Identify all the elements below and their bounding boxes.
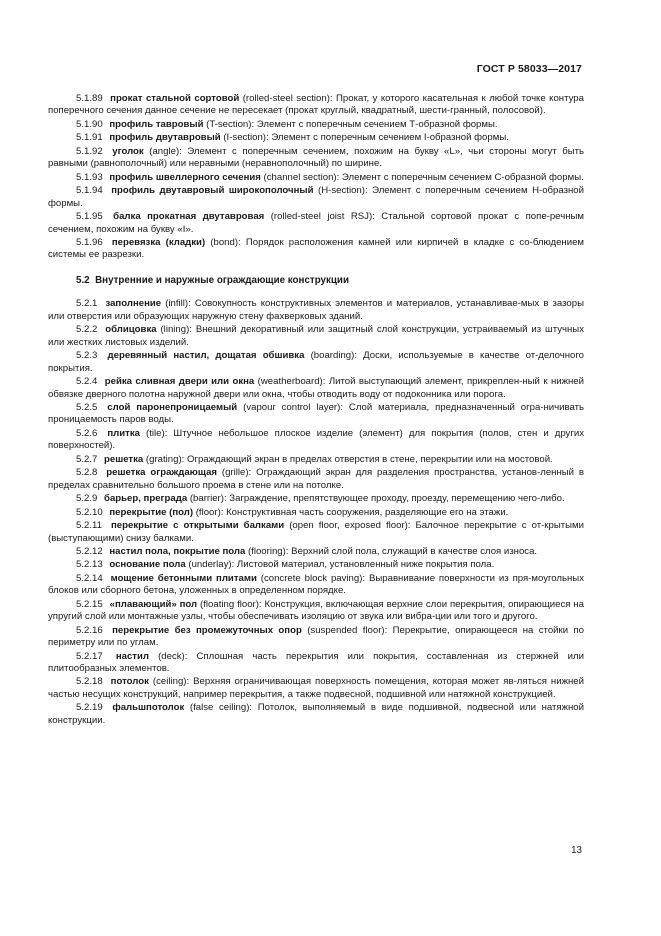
- term-number: 5.1.93: [76, 171, 103, 183]
- term-number: 5.2.6: [76, 427, 98, 439]
- term-definition: (vapour control layer): Слой материала, предназначенный огра-ничивать проницаемость паров воды.: [48, 401, 584, 426]
- term-definition: (rolled-steel section): Прокат, у которого касательная к любой точке контура поперечного сечения данное сечение не пересекает (прокат круглый, квадратный, шести-гранный, полосовой).: [48, 93, 584, 117]
- term-number: 5.2.2: [76, 324, 98, 336]
- term-entry: [48, 211, 584, 236]
- term-entry: [48, 376, 584, 401]
- term-paragraph: [48, 625, 584, 650]
- term-number: 5.2.16: [76, 624, 103, 636]
- term-name: прокат стальной сортовой: [110, 93, 240, 104]
- term-name: перекрытие (пол): [109, 506, 194, 518]
- term-entry: [48, 625, 584, 650]
- term-entry: [48, 172, 584, 184]
- term-definition: (concrete block paving): Выравнивание поверхности из пря-моугольных блоков или сборного бетона, уложенных в определенном порядке.: [48, 572, 584, 597]
- term-number: 5.2.5: [76, 401, 98, 413]
- term-number: 5.2.4: [76, 376, 98, 388]
- term-definition: (bond): Порядок расположения камней или кирпичей в кладке с со-блюдением системы ее разрезки.: [48, 236, 585, 261]
- section-title: Внутренние и наружные ограждающие конструкции: [95, 274, 349, 286]
- term-name: основание пола: [109, 559, 186, 571]
- term-name: «плавающий» пол: [109, 598, 198, 610]
- term-number: 5.2.11: [76, 520, 102, 532]
- term-number: 5.2.3: [76, 350, 98, 362]
- term-entry: [48, 702, 584, 727]
- term-number: 5.1.94: [76, 185, 103, 197]
- term-paragraph: [48, 237, 584, 262]
- term-entry: [48, 546, 584, 558]
- term-number: 5.1.91: [76, 132, 103, 144]
- term-definition: (grille): Ограждающий экран для разделения пространства, установ-ленный в пределах сравнительно большого проема в стене или на потолке.: [48, 467, 584, 491]
- term-number: 5.2.13: [76, 559, 103, 571]
- term-entry: [48, 428, 584, 453]
- standard-designation: ГОСТ Р 58033—2017: [476, 63, 582, 75]
- term-entry: [48, 350, 584, 375]
- term-entry: [48, 520, 584, 545]
- term-definition: (I-section): Элемент с поперечным сечением I-образной формы.: [220, 132, 509, 144]
- term-entry: [48, 402, 584, 427]
- term-name: перекрытие с открытыми балками: [111, 520, 285, 532]
- term-name: настил: [115, 650, 149, 662]
- term-entry: [48, 676, 584, 701]
- term-definition: (tile): Штучное небольшое плоское изделие (элемент) для покрытия (полов, стен и других поверхностей).: [48, 427, 584, 452]
- term-paragraph: [48, 702, 584, 727]
- term-paragraph: [48, 651, 584, 676]
- term-entry: [48, 454, 584, 466]
- term-entry: [48, 132, 584, 144]
- term-number: 5.2.18: [76, 676, 103, 688]
- term-number: 5.2.14: [76, 572, 103, 584]
- term-entry: [48, 651, 584, 676]
- term-entry: [48, 493, 584, 505]
- term-name: решетка: [104, 453, 144, 465]
- term-name: заполнение: [105, 298, 162, 310]
- terms-list-5-1: [48, 93, 584, 262]
- term-name: настил пола, покрытие пола: [109, 545, 246, 557]
- term-definition: (angle): Элемент с поперечным сечением, похожим на букву «L», чьи стороны могут быть равными (равнополочный) или неравными (неравнополочный) по ширине.: [48, 145, 584, 170]
- term-definition: (barrier): Заграждение, препятствующее проходу, проезду, перемещению чего-либо.: [187, 493, 565, 505]
- page-number: 13: [571, 845, 582, 856]
- term-definition: (flooring): Верхний слой пола, служащий в качестве слоя износа.: [245, 545, 538, 557]
- term-entry: [48, 324, 584, 349]
- term-number: 5.2.15: [76, 598, 103, 610]
- term-entry: [48, 119, 584, 131]
- term-definition: (weatherboard): Литой выступающий элемент, прикреплен-ный к нижней обвязке дверного полотна наружной двери или окна, чтобы отводить воду от подоконника или порога.: [48, 376, 585, 400]
- term-definition: (T-section): Элемент с поперечным сечением Т-образной формы.: [203, 118, 498, 130]
- term-name: барьер, преграда: [104, 493, 188, 505]
- term-paragraph: [48, 119, 584, 131]
- term-paragraph: [48, 454, 584, 466]
- term-number: 5.2.10: [76, 506, 103, 518]
- term-paragraph: [48, 185, 584, 210]
- term-paragraph: [48, 507, 584, 519]
- term-name: перевязка (кладки): [111, 236, 206, 248]
- terms-list-5-2: [48, 298, 584, 727]
- document-body: [48, 93, 584, 728]
- term-paragraph: [48, 493, 584, 505]
- term-entry: [48, 93, 584, 118]
- term-paragraph: [48, 402, 584, 427]
- term-name: перекрытие без промежуточных опор: [112, 624, 302, 636]
- term-name: фальшпотолок: [112, 702, 185, 714]
- term-definition: (rolled-steel joist RSJ): Стальной сортовой прокат с попе-речным сечением, похожим на букву «I».: [48, 211, 584, 235]
- term-number: 5.2.19: [76, 702, 103, 714]
- term-definition: (ceiling): Верхняя ограничивающая поверхность помещения, которая может яв-ляться нижней частью несущих конструкций, например перекрытия, а также подвесной, подшивной или натяжной конструкцией.: [48, 676, 584, 700]
- term-definition: (infill): Совокупность конструктивных элементов и материалов, устанавливае-мых в зазоры или отверстия или образующих наружную стену фахверковых зданий.: [48, 298, 584, 322]
- term-number: 5.2.7: [76, 453, 98, 465]
- term-paragraph: [48, 573, 584, 598]
- term-entry: [48, 467, 584, 492]
- term-name: деревянный настил, дощатая обшивка: [107, 350, 305, 362]
- term-definition: (H-section): Элемент с поперечным сечением Н-образной формы.: [48, 185, 584, 209]
- term-paragraph: [48, 211, 584, 236]
- term-name: плитка: [107, 427, 141, 439]
- term-definition: (lining): Внешний декоративный или защитный слой конструкции, устраиваемый из штучных или жестких листовых изделий.: [48, 324, 584, 348]
- term-number: 5.2.9: [76, 493, 98, 505]
- term-paragraph: [48, 428, 584, 453]
- term-paragraph: [48, 132, 584, 144]
- term-entry: [48, 559, 584, 571]
- term-name: профиль тавровый: [109, 118, 204, 130]
- term-paragraph: [48, 467, 584, 492]
- term-number: 5.1.96: [76, 236, 103, 248]
- term-paragraph: [48, 298, 584, 323]
- term-definition: (floating floor): Конструкция, включающая верхние слои перекрытия, опирающиеся на упругий слой или монтажные узлы, чтобы обеспечивать изоляцию от звука или вибра-ции или того и другого.: [48, 598, 585, 623]
- term-number: 5.1.95: [76, 211, 103, 223]
- term-paragraph: [48, 520, 584, 545]
- term-paragraph: [48, 376, 584, 401]
- term-name: потолок: [110, 676, 149, 688]
- term-definition: (suspended floor): Перекрытие, опирающееся на стойки по периметру или по углам.: [48, 624, 584, 649]
- term-name: облицовка: [105, 324, 157, 336]
- term-definition: (deck): Сплошная часть перекрытия или покрытия, составленная из стержней или плитообразных элементов.: [48, 650, 584, 675]
- term-definition: (open floor, exposed floor): Балочное перекрытие с от-крытыми (выступающими) снизу балками.: [48, 520, 584, 544]
- term-entry: [48, 146, 584, 171]
- term-definition: (grating): Ограждающий экран в пределах отверстия в стене, перекрытии или на мостовой.: [143, 453, 553, 465]
- term-name: балка прокатная двутавровая: [113, 211, 265, 223]
- term-definition: (underlay): Листовой материал, установленный ниже покрытия пола.: [185, 559, 495, 571]
- section-number: 5.2: [76, 274, 90, 286]
- term-name: решетка ограждающая: [106, 467, 217, 479]
- term-entry: [48, 237, 584, 262]
- term-name: уголок: [112, 145, 144, 157]
- term-definition: (false ceiling): Потолок, выполняемый в виде подшивной, подвесной или натяжной конструкции.: [48, 702, 584, 726]
- term-paragraph: [48, 546, 584, 558]
- term-name: профиль двутавровый широкополочный: [111, 185, 314, 197]
- term-name: рейка сливная двери или окна: [104, 376, 255, 388]
- term-paragraph: [48, 146, 584, 171]
- term-entry: [48, 507, 584, 519]
- term-number: 5.1.89: [76, 93, 103, 104]
- term-number: 5.2.12: [76, 545, 103, 557]
- term-definition: (floor): Конструктивная часть сооружения, разделяющие его на этажи.: [193, 506, 509, 518]
- term-paragraph: [48, 324, 584, 349]
- term-entry: [48, 599, 584, 624]
- section-heading: [48, 275, 584, 287]
- term-number: 5.2.17: [76, 650, 103, 662]
- term-name: профиль швеллерного сечения: [109, 171, 261, 183]
- term-entry: [48, 573, 584, 598]
- term-name: мощение бетонными плитами: [110, 572, 257, 584]
- term-entry: [48, 298, 584, 323]
- term-paragraph: [48, 93, 584, 118]
- term-paragraph: [48, 172, 584, 184]
- term-definition: (boarding): Доски, используемые в качестве от-делочного покрытия.: [48, 350, 584, 374]
- term-number: 5.1.90: [76, 118, 103, 130]
- term-entry: [48, 185, 584, 210]
- term-paragraph: [48, 559, 584, 571]
- term-name: слой паронепроницаемый: [107, 401, 238, 413]
- term-paragraph: [48, 676, 584, 701]
- term-number: 5.2.8: [76, 467, 98, 479]
- term-definition: (channel section): Элемент с поперечным сечением С-образной формы.: [260, 171, 584, 183]
- term-paragraph: [48, 350, 584, 375]
- term-paragraph: [48, 599, 584, 624]
- term-number: 5.1.92: [76, 145, 103, 157]
- term-name: профиль двутавровый: [109, 132, 221, 144]
- term-number: 5.2.1: [76, 298, 98, 310]
